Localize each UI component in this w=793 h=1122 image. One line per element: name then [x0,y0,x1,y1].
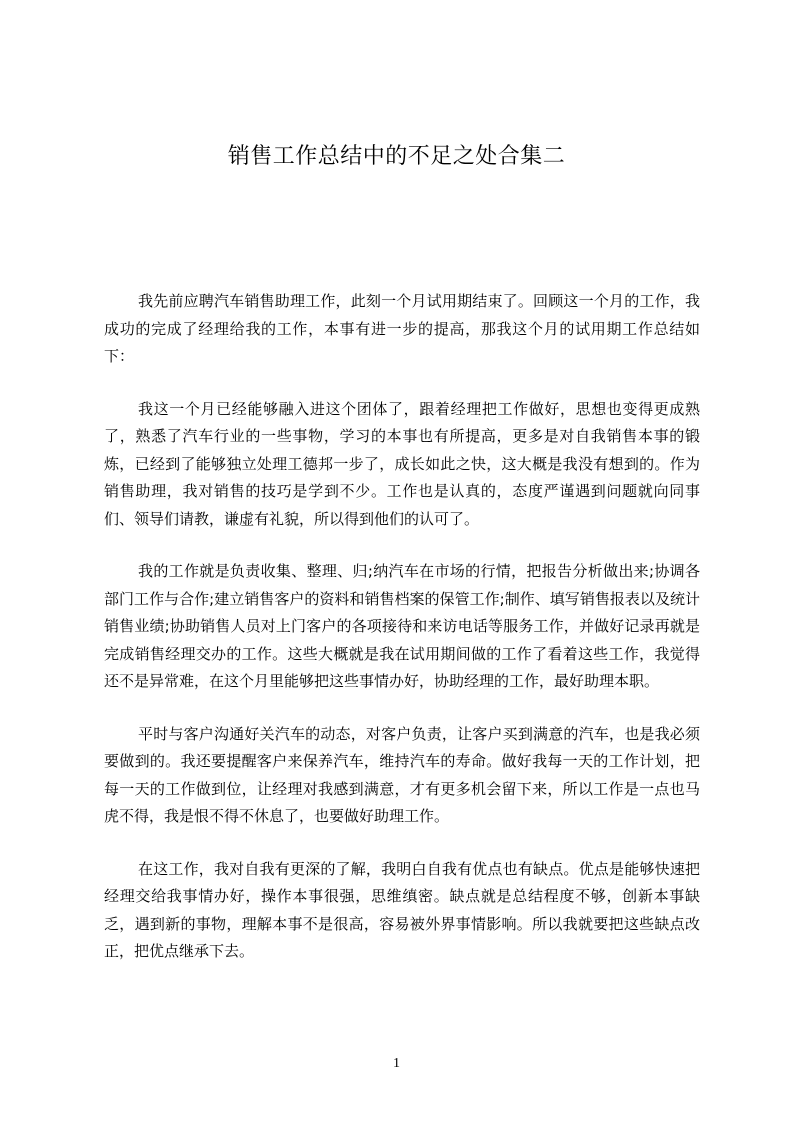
paragraph-2: 我这一个月已经能够融入进这个团体了，跟着经理把工作做好，思想也变得更成熟了，熟悉了汽车行业的一些事物，学习的本事也有所提高，更多是对自我销售本事的锻炼，已经到了能够独立处理工德邦一步了，成长如此之快，这大概是我没有想到的。作为销售助理，我对销售的技巧是学到不少。工作也是认真的，态度严谨遇到问题就向同事们、领导们请教，谦虚有礼貌，所以得到他们的认可了。 [104,399,700,528]
paragraph-4: 平时与客户沟通好关汽车的动态，对客户负责，让客户买到满意的汽车，也是我必须要做到的。我还要提醒客户来保养汽车，维持汽车的寿命。做好我每一天的工作计划，把每一天的工作做到位，让经理对我感到满意，才有更多机会留下来，所以工作是一点也马虎不得，我是恨不得不休息了，也要做好助理工作。 [104,724,700,825]
paragraph-3: 我的工作就是负责收集、整理、归;纳汽车在市场的行情，把报告分析做出来;协调各部门工作与合作;建立销售客户的资料和销售档案的保管工作;制作、填写销售报表以及统计销售业绩;协助销售人员对上门客户的各项接待和来访电话等服务工作，并做好记录再就是完成销售经理交办的工作。这些大概就是我在试用期间做的工作了看着这些工作，我觉得还不是异常难，在这个月里能够把这些事情办好，协助经理的工作，最好助理本职。 [104,562,700,690]
document-title: 销售工作总结中的不足之处合集二 [227,144,566,169]
document-body [104,288,700,991]
paragraph-5: 在这工作，我对自我有更深的了解，我明白自我有优点也有缺点。优点是能够快速把经理交给我事情办好，操作本事很强，思维缜密。缺点就是总结程度不够，创新本事缺乏，遇到新的事物，理解本事不是很高，容易被外界事情影响。所以我就要把这些缺点改正，把优点继承下去。 [104,859,700,960]
page-number: 1 [393,1056,400,1071]
paragraph-1: 我先前应聘汽车销售助理工作，此刻一个月试用期结束了。回顾这一个月的工作，我成功的完成了经理给我的工作，本事有进一步的提高，那我这个月的试用期工作总结如下： [104,292,700,365]
